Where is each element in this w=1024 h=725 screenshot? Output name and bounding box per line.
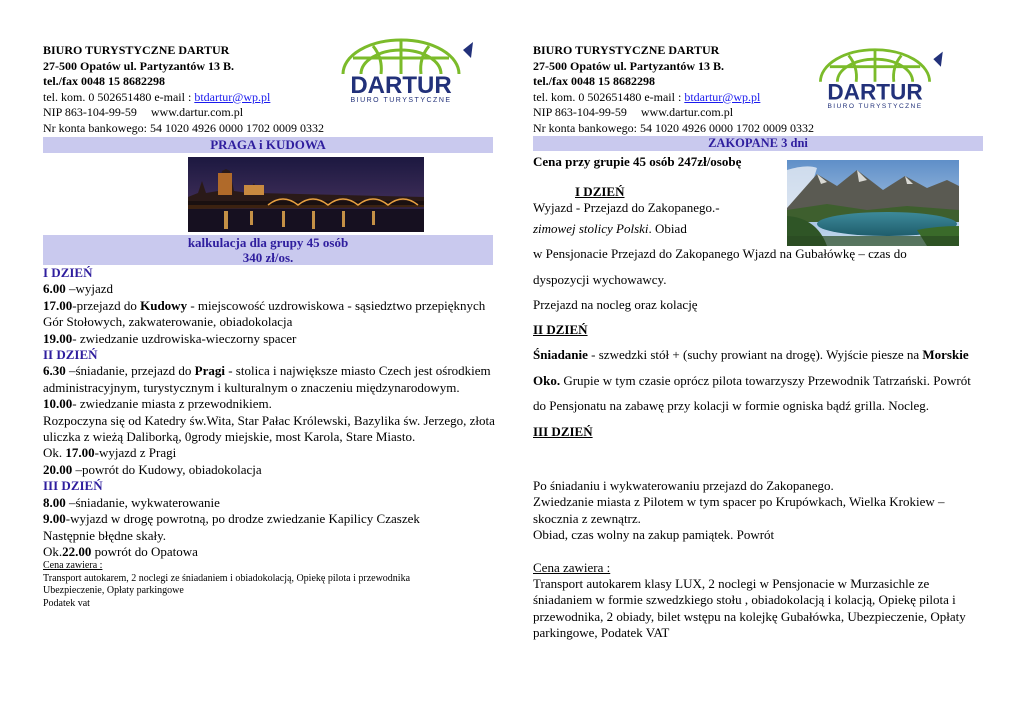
logo-wordmark: DARTUR xyxy=(350,72,452,99)
time: 20.00 xyxy=(43,461,73,477)
company-info xyxy=(43,43,324,137)
text: –powrót do Kudowy, obiadokolacja xyxy=(72,461,262,477)
group-price: Cena przy grupie 45 osób 247zł/osobę xyxy=(533,154,742,169)
logo-subtitle: BIURO TURYSTYCZNE xyxy=(827,103,923,110)
r-d3-line3: Obiad, czas wolny na zakup pamiątek. Powrót xyxy=(533,527,775,543)
price-per-person: 340 zł/os. xyxy=(242,250,294,265)
time: 6.30 xyxy=(43,363,66,379)
company-address: 27-500 Opatów ul. Partyzantów 13 B. xyxy=(43,58,234,73)
logo-subtitle: BIURO TURYSTYCZNE xyxy=(350,97,452,104)
r-d1-line2 xyxy=(533,216,983,241)
praga-itinerary xyxy=(43,265,498,610)
tour-title-zakopane: ZAKOPANE 3 dni xyxy=(533,136,983,151)
r-d1-line4: dyspozycji wychowawcy. xyxy=(533,272,667,287)
d3-line4 xyxy=(43,544,498,560)
dartur-logo xyxy=(795,46,955,110)
company-nip: NIP 863-104-99-59 xyxy=(43,105,137,120)
day3-heading: III DZIEŃ xyxy=(533,423,593,439)
includes-heading: Cena zawiera : xyxy=(533,559,611,575)
text: - stolica i największe miasto Czech jest ośrodkiem administracyjnym, turystycznym i kulturalnym o znaczeniu międzynarodowym. xyxy=(43,363,491,395)
time: 19.00 xyxy=(43,330,73,346)
calc-label: kalkulacja dla grupy 45 osób xyxy=(187,235,349,250)
d2-line5 xyxy=(43,462,498,478)
text: -wyjazd w drogę powrotną, po drodze zwiedzanie Kapilicy Czaszek xyxy=(65,511,420,527)
text: –wyjazd xyxy=(65,281,114,297)
email-link[interactable]: btdartur@wp.pl xyxy=(684,89,761,104)
bold-text: Śniadanie xyxy=(533,347,588,362)
text: - miejscowość uzdrowiskowa - sąsiedztwo przepięknych Gór Stołowych, zakwaterowanie, obiadokolacja xyxy=(43,297,486,330)
right-page xyxy=(533,0,983,641)
time: 8.00 xyxy=(43,494,66,510)
text: –śniadanie, przejazd do xyxy=(65,363,195,379)
company-phone-line xyxy=(43,90,324,106)
text: –śniadanie, wykwaterowanie xyxy=(65,494,220,510)
text: powrót do Opatowa xyxy=(91,543,198,559)
text: Ok. xyxy=(43,445,66,461)
day1-heading: I DZIEŃ xyxy=(575,184,625,199)
d2-line1 xyxy=(43,363,498,396)
d3-line3: Następnie błędne skały. xyxy=(43,527,166,543)
text: Grupie w tym czasie oprócz pilota towarzyszy Przewodnik Tatrzański. Powrót do Pensjonatu na zabawę przy kolacji w formie ogniska bądź grilla. Nocleg. xyxy=(533,372,971,413)
text: -przejazd do xyxy=(72,297,141,313)
company-www: www.dartur.com.pl xyxy=(150,105,244,120)
company-phone: tel. kom. 0 502651480 e-mail : xyxy=(533,89,685,104)
company-phone: tel. kom. 0 502651480 e-mail : xyxy=(43,89,195,104)
email-link[interactable]: btdartur@wp.pl xyxy=(194,89,271,104)
company-phone-line xyxy=(533,90,814,106)
d2-line2 xyxy=(43,396,498,412)
text: - szwedzki stół + (suchy prowiant na drogę). Wyjście piesze na xyxy=(587,347,920,362)
company-bank: Nr konta bankowego: 54 1020 4926 0000 1702 0009 0332 xyxy=(533,120,814,135)
includes-line2: Ubezpieczenie, Opłaty parkingowe xyxy=(43,585,184,597)
d1-line1 xyxy=(43,281,498,297)
zakopane-day3 xyxy=(533,478,983,642)
time: 17.00 xyxy=(43,297,73,313)
company-name: BIURO TURYSTYCZNE DARTUR xyxy=(43,43,230,57)
zakopane-itinerary xyxy=(533,184,983,444)
time: 17.00 xyxy=(65,445,95,461)
r-d3-line2: Zwiedzanie miasta z Pilotem w tym spacer po Krupówkach, Wielka Krokiew – skocznia z zewnątrz. xyxy=(533,494,945,526)
company-address: 27-500 Opatów ul. Partyzantów 13 B. xyxy=(533,58,724,73)
company-telfax: tel./fax 0048 15 8682298 xyxy=(43,74,165,89)
d3-line1 xyxy=(43,495,498,511)
includes-line3: Podatek vat xyxy=(43,597,90,609)
price-block xyxy=(43,235,493,265)
company-nip: NIP 863-104-99-59 xyxy=(533,105,627,120)
company-www: www.dartur.com.pl xyxy=(640,105,734,120)
tour-title-praga: PRAGA i KUDOWA xyxy=(43,137,493,153)
time: 6.00 xyxy=(43,281,66,297)
company-bank: Nr konta bankowego: 54 1020 4926 0000 1702 0009 0332 xyxy=(43,120,324,135)
d1-line3 xyxy=(43,331,498,347)
r-d3-line1: Po śniadaniu i wykwaterowaniu przejazd do Zakopanego. xyxy=(533,478,834,493)
day2-heading: II DZIEŃ xyxy=(43,347,98,363)
company-telfax: tel./fax 0048 15 8682298 xyxy=(533,74,655,89)
d1-line2 xyxy=(43,298,498,331)
day3-heading: III DZIEŃ xyxy=(43,478,103,494)
time: 9.00 xyxy=(43,511,66,527)
place: Pragi xyxy=(194,363,225,379)
company-name: BIURO TURYSTYCZNE DARTUR xyxy=(533,43,720,57)
prague-night-photo xyxy=(188,157,424,232)
text: - zwiedzanie uzdrowiska-wieczorny spacer xyxy=(72,330,297,346)
text: -wyjazd z Pragi xyxy=(94,445,177,461)
dartur-logo xyxy=(321,36,481,104)
r-d1-line3: w Pensjonacie Przejazd do Zakopanego Wjazd na Gubałówkę – czas do xyxy=(533,246,907,261)
r-d1-line1: Wyjazd - Przejazd do Zakopanego.- xyxy=(533,200,720,215)
r-d1-line5: Przejazd na nocleg oraz kolację xyxy=(533,297,698,312)
includes-line1: Transport autokarem, 2 noclegi ze śniadaniem i obiadokolacją, Opiekę pilota i przewodnika xyxy=(43,572,411,584)
d2-line3: Rozpoczyna się od Katedry św.Wita, Star Pałac Królewski, Bazylika św. Jerzego, złota uliczka z wieżą Daliborką, 0grody miejskie, most Karola, Stare Miasto. xyxy=(43,412,495,445)
company-nip-line xyxy=(43,105,324,121)
italic-text: zimowej stolicy Polski xyxy=(533,221,649,236)
d3-line2 xyxy=(43,511,498,527)
includes-heading: Cena zawiera : xyxy=(43,560,103,572)
logo-wordmark: DARTUR xyxy=(827,79,923,105)
text: - zwiedzanie miasta z przewodnikiem. xyxy=(72,396,272,412)
company-info xyxy=(533,43,814,137)
day2-heading: II DZIEŃ xyxy=(533,322,588,337)
left-page xyxy=(43,0,495,609)
place: Kudowy xyxy=(140,297,188,313)
time: 22.00 xyxy=(62,543,92,559)
place: Morskie Oko. xyxy=(533,347,969,388)
r-d2-text xyxy=(533,342,983,419)
day1-heading: I DZIEŃ xyxy=(43,265,93,280)
time: 10.00 xyxy=(43,396,73,412)
includes-body: Transport autokarem klasy LUX, 2 noclegi w Pensjonacie w Murzasichle ze śniadaniem w formie szwedzkiego stołu , obiadokolacją i kolacją, Opiekę pilota i przewodnika, 2 obiady, bilet wstępu na kolejkę Gubałówka, Ubezpieczenie, Opłaty parkingowe, Podatek VAT xyxy=(533,576,966,641)
text: Ok. xyxy=(43,543,63,559)
d2-line4 xyxy=(43,445,498,461)
company-nip-line xyxy=(533,105,814,121)
text: . Obiad xyxy=(648,221,687,236)
